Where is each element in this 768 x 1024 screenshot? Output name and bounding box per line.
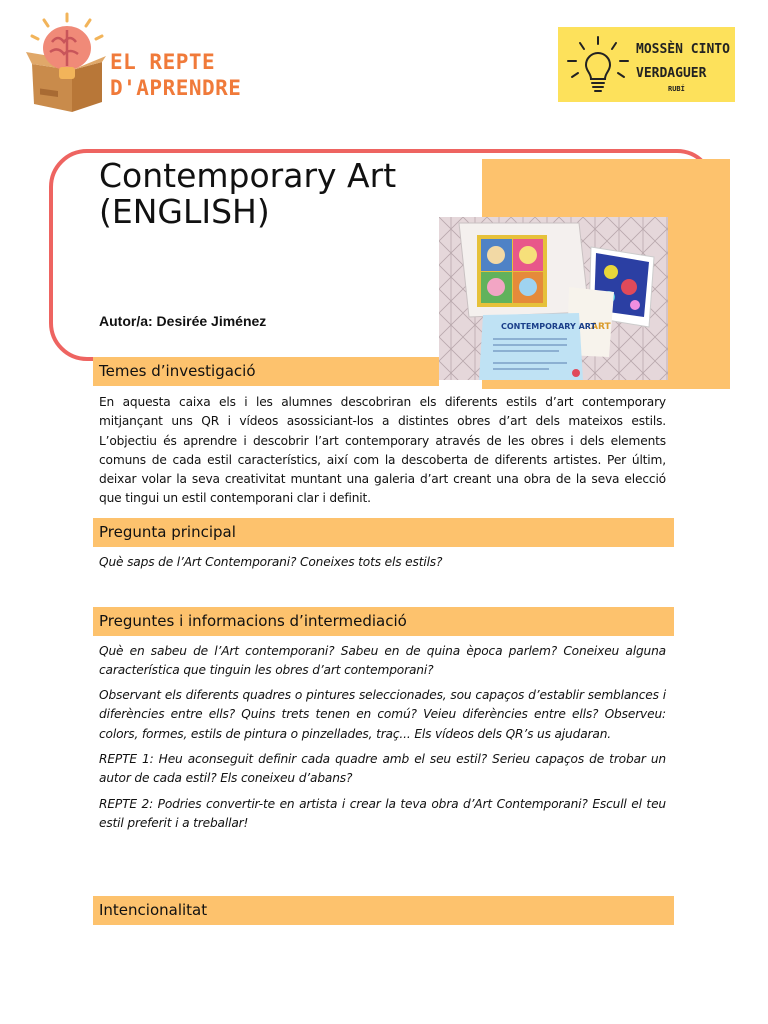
school-name-line2: VERDAGUER — [636, 66, 707, 81]
box-photo — [439, 217, 668, 380]
section-heading-intermediate-questions: Preguntes i informacions d’intermediació — [93, 607, 674, 636]
section-heading-research-topics: Temes d’investigació — [93, 357, 439, 386]
main-question-text: Què saps de l’Art Contemporani? Coneixes tots els estils? — [99, 555, 443, 569]
section-heading-main-question: Pregunta principal — [93, 518, 674, 547]
project-logo-line2: D'APRENDRE — [110, 76, 242, 100]
section-heading-intentionality: Intencionalitat — [93, 896, 674, 925]
side-card-text: ART — [591, 322, 611, 332]
challenge-1-text: REPTE 1: Heu aconseguit definir cada quadre amb el seu estil? Serieu capaços de trobar un autor de cada estil? Els coneixeu d’abans? — [99, 752, 666, 786]
page-title: Contemporary Art (ENGLISH) — [99, 156, 397, 231]
lightbulb-icon — [564, 35, 632, 95]
project-logo — [22, 12, 262, 122]
school-town: RUBÍ — [668, 85, 685, 93]
poster-title: CONTEMPORARY ART — [501, 322, 597, 331]
intermediate-question-1: Què en sabeu de l’Art contemporani? Sabeu en de quina època parlem? Coneixeu alguna característica que tinguin les obres d’art contemporani? — [99, 644, 666, 678]
challenge-2-text: REPTE 2: Podries convertir-te en artista i crear la teva obra d’Art Contemporani? Escull el teu estil preferit i a treballar! — [99, 797, 666, 831]
school-name-line1: MOSSÈN CINTO — [636, 42, 730, 57]
project-logo-line1: EL REPTE — [110, 50, 216, 74]
art-box-photo-image — [439, 217, 668, 380]
author-line: Autor/a: Desirée Jiménez — [99, 313, 267, 329]
intermediate-question-2: Observant els diferents quadres o pintures seleccionades, sou capaços d’establir semblances i diferències entre ells? Quins trets tenen en comú? Veieu diferències entre ells? Observeu: colors, formes, estils de pintura o pinzellades, traç... Els vídeos dels QR’s us ajudaran. — [99, 688, 666, 741]
school-logo — [558, 27, 735, 102]
brain-box-icon — [22, 12, 112, 117]
research-topics-text: En aquesta caixa els i les alumnes descobriran els diferents estils d’art contemporary mitjançant uns QR i vídeos asossiciant-los a distintes obres d’art dels mateixos estils. L’objectiu és aprendre i descobrir l’art contemporary através de les obres i dels elements comuns de cada estil característics, així com la descoberta de diferents artistes. Per últim, deixar volar la seva creativitat muntant una galeria d’art creant una obra de la seva elecció que tingui un estil contemporani clar i definit. — [99, 395, 666, 506]
